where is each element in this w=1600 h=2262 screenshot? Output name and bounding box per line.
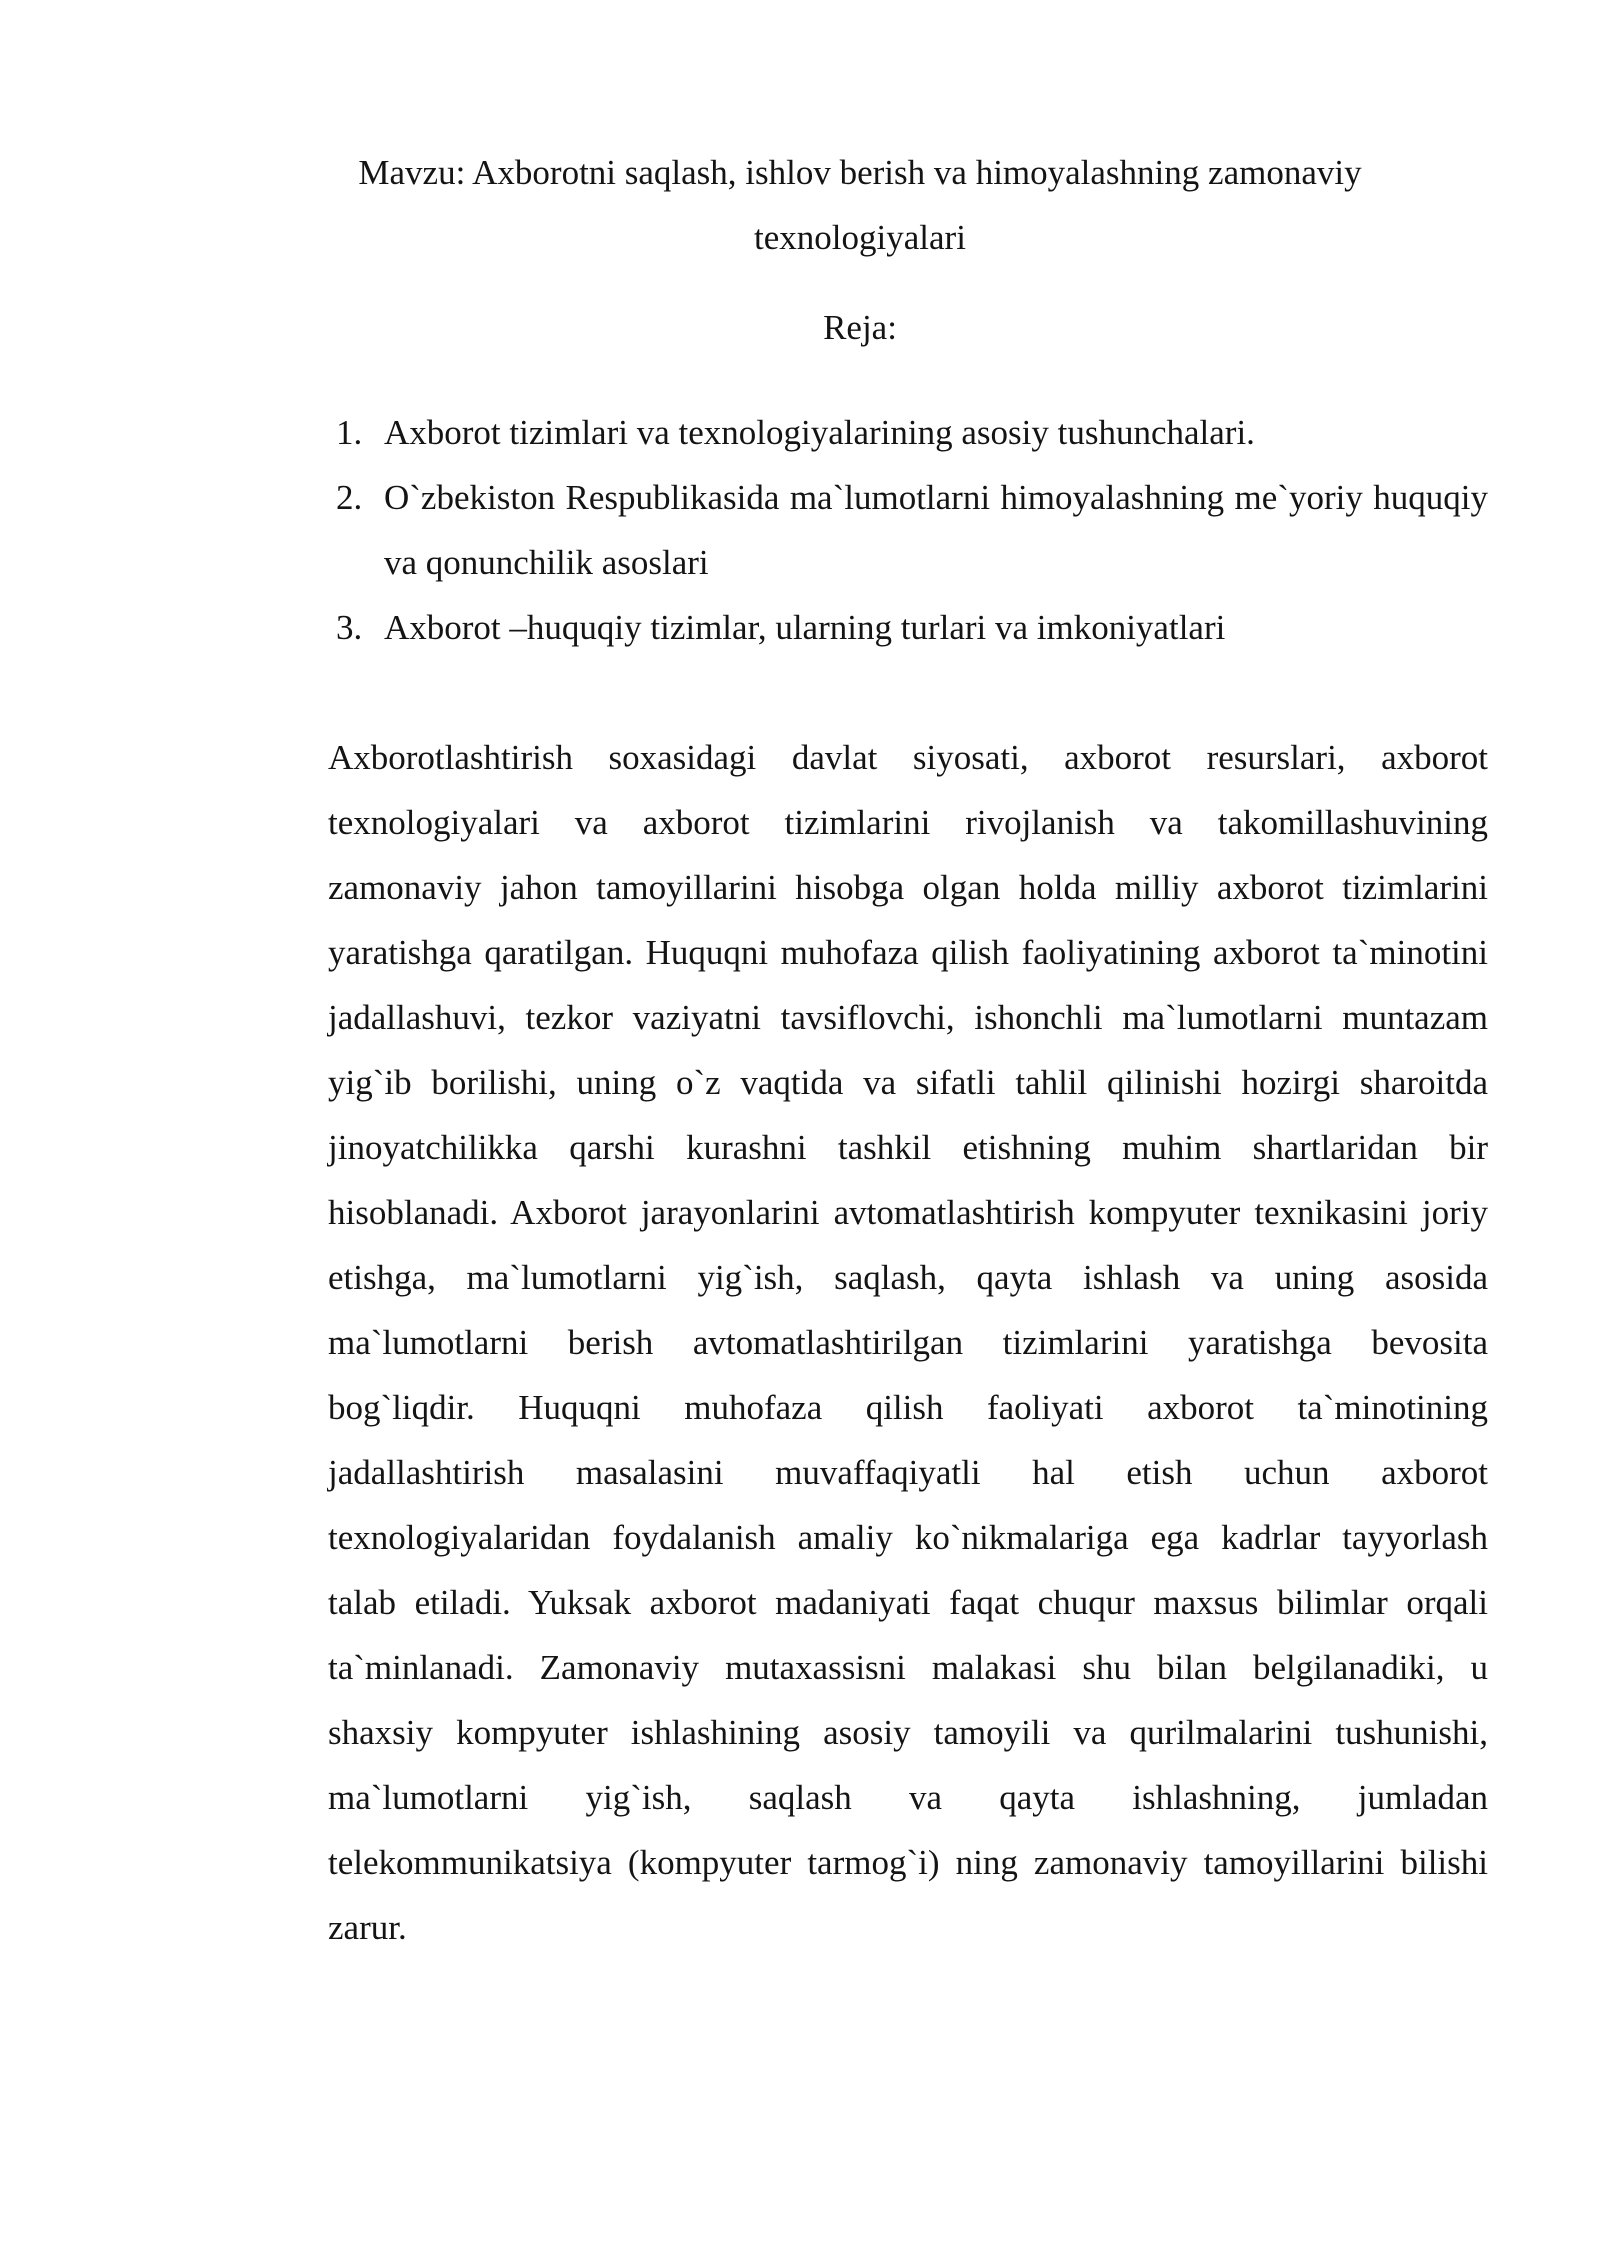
plan-list [328, 400, 1488, 660]
body-paragraph: Axborotlashtirish soxasidagi davlat siyosati, axborot resurslari, axborot texnologiyalari va axborot tizimlarini rivojlanish va takomillashuvining zamonaviy jahon tamoyillarini hisobga olgan holda milliy axborot tizimlarini yaratishga qaratilgan. Huquqni muhofaza qilish faoliyatining axborot ta`minotini jadallashuvi, tezkor vaziyatni tavsiflovchi, ishonchli ma`lumotlarni muntazam yig`ib borilishi, uning o`z vaqtida va sifatli tahlil qilinishi hozirgi sharoitda jinoyatchilikka qarshi kurashni tashkil etishning muhim shartlaridan bir hisoblanadi. Axborot jarayonlarini avtomatlashtirish kompyuter texnikasini joriy etishga, ma`lumotlarni yig`ish, saqlash, qayta ishlash va uning asosida ma`lumotlarni berish avtomatlashtirilgan tizimlarini yaratishga bevosita bog`liqdir. Huquqni muhofaza qilish faoliyati axborot ta`minotining jadallashtirish masalasini muvaffaqiyatli hal etish uchun axborot texnologiyalaridan foydalanish amaliy ko`nikmalariga ega kadrlar tayyorlash talab etiladi. Yuksak axborot madaniyati faqat chuqur maxsus bilimlar orqali ta`minlanadi. Zamonaviy mutaxassisni malakasi shu bilan belgilanadiki, u shaxsiy kompyuter ishlashining asosiy tamoyili va qurilmalarini tushunishi, ma`lumotlarni yig`ish, saqlash va qayta ishlashning, jumladan telekommunikatsiya (kompyuter tarmog`i) ning zamonaviy tamoyillarini bilishi zarur. [328, 738, 1488, 1947]
plan-item [328, 595, 1488, 660]
document-title: Mavzu: Axborotni saqlash, ishlov berish va himoyalashning zamonaviy texnologiyalari [358, 153, 1362, 257]
plan-item-number: 1. [336, 413, 363, 452]
plan-item-number: 2. [336, 478, 363, 517]
plan-item-text: Axborot –huquqiy tizimlar, ularning turlari va imkoniyatlari [384, 608, 1226, 647]
plan-heading: Reja: [823, 308, 897, 347]
plan-item-number: 3. [336, 608, 363, 647]
plan-item [328, 465, 1488, 595]
plan-item-text: Axborot tizimlari va texnologiyalarining asosiy tushunchalari. [384, 413, 1255, 452]
plan-item [328, 400, 1488, 465]
plan-item-text: O`zbekiston Respublikasida ma`lumotlarni himoyalashning me`yoriy huquqiy va qonunchilik asoslari [384, 478, 1488, 582]
